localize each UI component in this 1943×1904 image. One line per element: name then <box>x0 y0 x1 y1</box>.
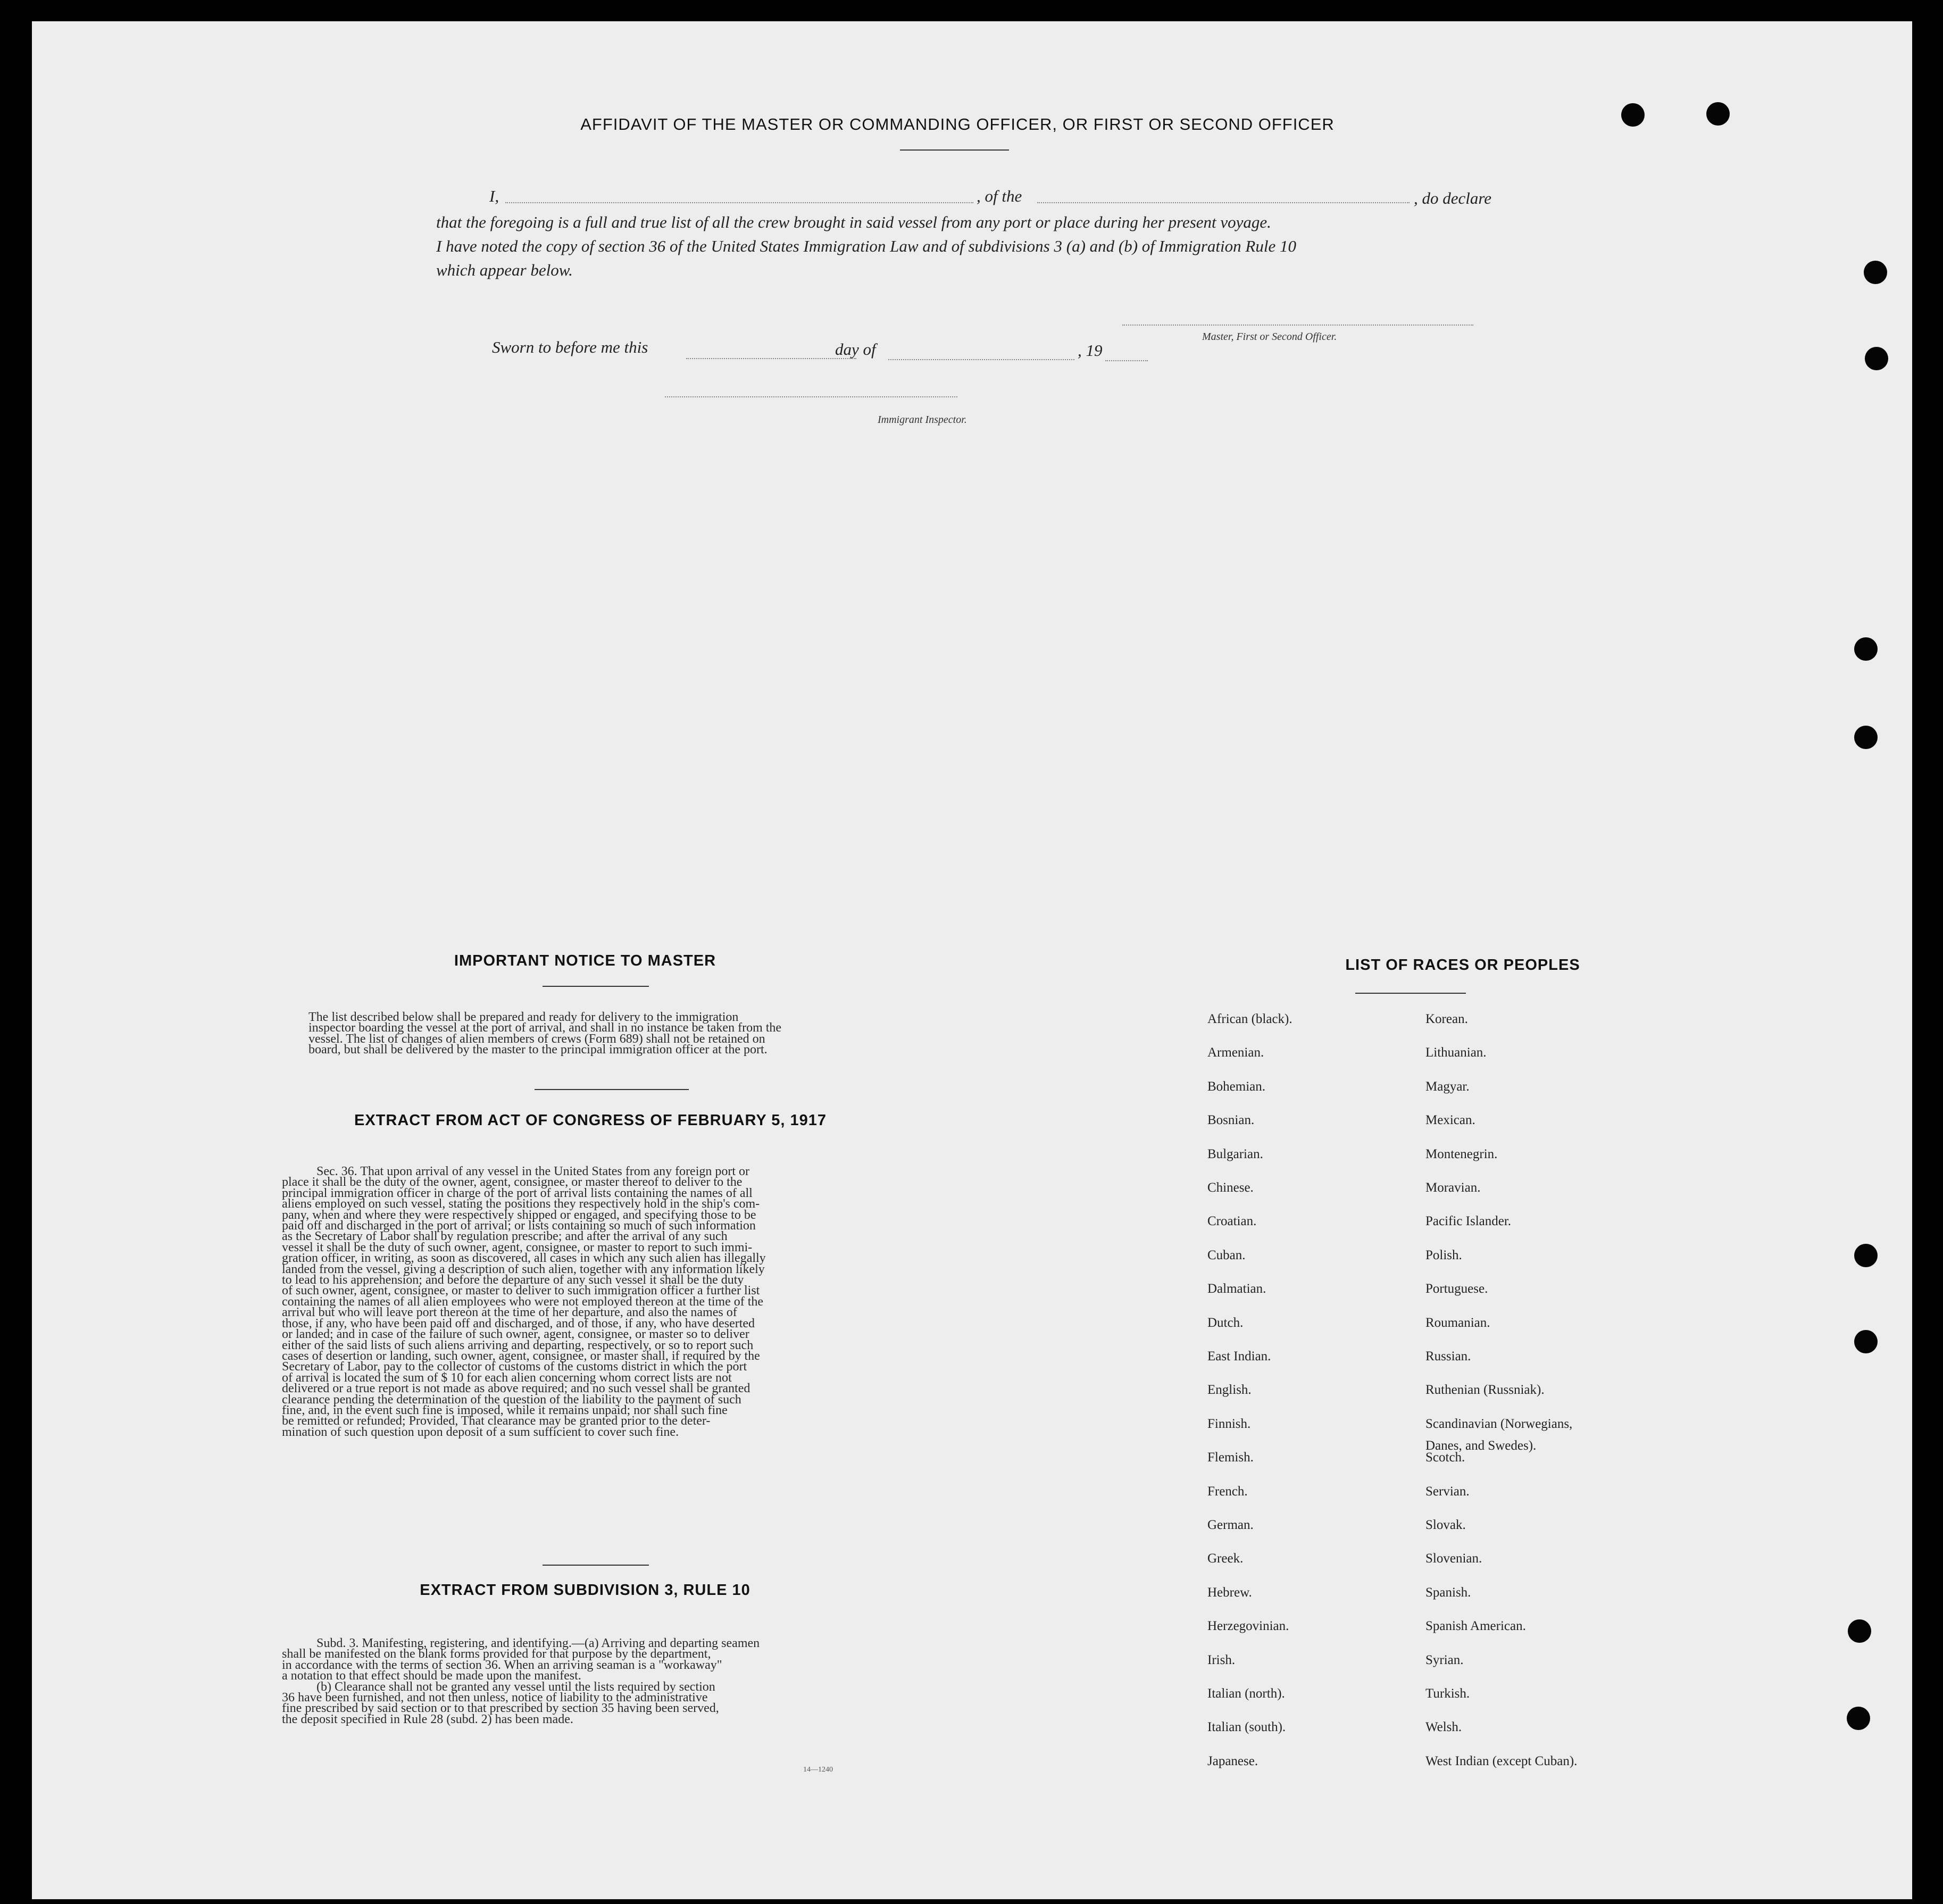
race-item: Servian. <box>1425 1484 1470 1499</box>
text-line: vessel. The list of changes of alien members of crews (Form 689) shall not be retained on <box>308 1032 765 1046</box>
act-heading: EXTRACT FROM ACT OF CONGRESS OF FEBRUARY 5, 1917 <box>354 1112 827 1129</box>
text-line: board, but shall be delivered by the master to the principal immigration officer at the port. <box>308 1043 768 1057</box>
do-declare-label: , do declare <box>1414 189 1492 207</box>
race-item: Slovenian. <box>1425 1551 1482 1566</box>
sworn-day-field[interactable] <box>686 358 856 359</box>
punch-hole <box>1865 347 1888 370</box>
text-line: gration officer, in writing, as soon as discovered, all cases in which any such alien has illegally <box>282 1251 766 1266</box>
punch-hole <box>1848 1619 1871 1643</box>
punch-hole <box>1621 103 1645 127</box>
text-line: delivered or a true report is not made as above required; and no such vessel shall be granted <box>282 1382 750 1396</box>
rule-body <box>282 1638 899 1725</box>
punch-hole <box>1706 102 1730 126</box>
divider <box>900 149 1009 151</box>
text-line: paid off and discharged in the port of arrival; or lists containing so much of such information <box>282 1219 756 1233</box>
race-item: Ruthenian (Russniak). <box>1425 1383 1545 1398</box>
affidavit-line-1 <box>489 184 499 208</box>
race-item: Herzegovinian. <box>1207 1619 1289 1634</box>
race-item: Moravian. <box>1425 1180 1481 1195</box>
race-item: Scotch. <box>1425 1450 1465 1465</box>
text-line: Subd. 3. Manifesting, registering, and identifying.—(a) Arriving and departing seamen <box>316 1636 760 1650</box>
text-line: vessel it shall be the duty of such owner, agent, consignee, or master to report to such immi- <box>282 1240 753 1254</box>
text-line: of such owner, agent, consignee, or master to deliver to such immigration officer a further list <box>282 1284 760 1298</box>
master-signature-line[interactable] <box>1122 325 1473 326</box>
race-item: Turkish. <box>1425 1686 1470 1701</box>
race-item: Armenian. <box>1207 1045 1264 1060</box>
race-item: Cuban. <box>1207 1248 1246 1262</box>
text-line: Secretary of Labor, pay to the collector of customs of the customs district in which the port <box>282 1360 747 1374</box>
sworn-month-field[interactable] <box>888 359 1074 360</box>
race-item: Mexican. <box>1425 1113 1475 1128</box>
affidavit-line-4: which appear below. <box>436 261 573 279</box>
text-line: shall be manifested on the blank forms provided for that purpose by the department, <box>282 1647 711 1661</box>
i-label: I, <box>489 187 499 205</box>
race-item: Portuguese. <box>1425 1282 1488 1296</box>
name-field[interactable] <box>505 202 973 203</box>
divider <box>543 1565 649 1566</box>
text-line: pany, when and where they were respectively shipped or engaged, and specifying those to be <box>282 1208 756 1222</box>
divider <box>543 986 649 987</box>
of-the-label: , of the <box>977 187 1022 205</box>
text-line: clearance pending the determination of the question of the liability to the payment of such <box>282 1392 741 1407</box>
text-line: aliens employed on such vessel, stating the positions they respectively hold in the ship's com- <box>282 1197 760 1211</box>
race-item: Dalmatian. <box>1207 1282 1266 1296</box>
sworn-label: Sworn to before me this <box>492 338 648 356</box>
text-line: to lead to his apprehension; and before the departure of any such vessel it shall be the duty <box>282 1273 744 1287</box>
text-line: be remitted or refunded; Provided, That clearance may be granted prior to the deter- <box>282 1414 711 1428</box>
race-item: Italian (south). <box>1207 1720 1286 1735</box>
text-line: or landed; and in case of the failure of such owner, agent, consignee, or master so to deliver <box>282 1327 749 1342</box>
text-line: principal immigration officer in charge of the port of arrival lists containing the names of all <box>282 1186 753 1200</box>
affidavit-line-2: that the foregoing is a full and true list of all the crew brought in said vessel from any port or place during her present voyage. <box>436 213 1271 231</box>
punch-hole <box>1854 1244 1878 1267</box>
race-item: African (black). <box>1207 1012 1292 1026</box>
race-item: Bohemian. <box>1207 1079 1266 1094</box>
text-line: containing the names of all alien employees who were not employed thereon at the time of the <box>282 1294 764 1309</box>
race-item: German. <box>1207 1518 1254 1532</box>
race-item: Slovak. <box>1425 1518 1466 1532</box>
race-item: Dutch. <box>1207 1315 1244 1330</box>
affidavit-line-3: I have noted the copy of section 36 of the United States Immigration Law and of subdivisions 3 (a) and (b) of Immigration Rule 10 <box>436 237 1296 255</box>
divider <box>535 1089 689 1090</box>
punch-hole <box>1854 726 1878 749</box>
text-line: fine prescribed by said section or to that prescribed by section 35 having been served, <box>282 1701 719 1716</box>
race-item: Scandinavian (Norwegians, <box>1425 1416 1573 1431</box>
text-line: mination of such question upon deposit of a sum sufficient to cover such fine. <box>282 1425 679 1439</box>
inspector-signature-label: Immigrant Inspector. <box>878 414 967 426</box>
race-item: Pacific Islander. <box>1425 1214 1512 1229</box>
race-item: Syrian. <box>1425 1652 1464 1667</box>
text-line: landed from the vessel, giving a description of such alien, together with any information likely <box>282 1262 765 1276</box>
race-item: Flemish. <box>1207 1450 1254 1465</box>
text-line: the deposit specified in Rule 28 (subd. 2) has been made. <box>282 1712 573 1726</box>
race-item: Italian (north). <box>1207 1686 1285 1701</box>
text-line: inspector boarding the vessel at the port of arrival, and shall in no instance be taken from the <box>308 1021 782 1035</box>
text-line: cases of desertion or landing, such owner, agent, consignee, or master shall, if required by the <box>282 1349 760 1363</box>
race-item: Welsh. <box>1425 1720 1462 1735</box>
race-item: English. <box>1207 1383 1252 1398</box>
race-item: French. <box>1207 1484 1248 1499</box>
notice-heading: IMPORTANT NOTICE TO MASTER <box>454 952 716 969</box>
notice-body <box>282 1012 899 1055</box>
year-label: , 19 <box>1078 341 1103 360</box>
race-item: Irish. <box>1207 1652 1236 1667</box>
text-line: in accordance with the terms of section 36. When an arriving seaman is a "workaway" <box>282 1658 722 1672</box>
race-item: Polish. <box>1425 1248 1462 1262</box>
text-line: (b) Clearance shall not be granted any vessel until the lists required by section <box>316 1679 715 1694</box>
race-item: Chinese. <box>1207 1180 1254 1195</box>
race-item: Montenegrin. <box>1425 1146 1498 1161</box>
day-of-label: day of <box>835 340 876 359</box>
punch-hole <box>1847 1707 1870 1730</box>
affidavit-heading: AFFIDAVIT OF THE MASTER OR COMMANDING OFFICER, OR FIRST OR SECOND OFFICER <box>580 115 1335 134</box>
text-line: a notation to that effect should be made upon the manifest. <box>282 1669 581 1683</box>
text-line: fine, and, in the event such fine is imposed, while it remains unpaid; nor shall such fine <box>282 1403 728 1417</box>
race-item: East Indian. <box>1207 1349 1271 1363</box>
race-item: Russian. <box>1425 1349 1471 1363</box>
race-item: Bosnian. <box>1207 1113 1255 1128</box>
race-item: Japanese. <box>1207 1753 1258 1768</box>
text-line: Sec. 36. That upon arrival of any vessel in the United States from any foreign port or <box>316 1165 750 1178</box>
text-line: 36 have been furnished, and not then unless, notice of liability to the administrative <box>282 1691 708 1705</box>
text-line: of arrival is located the sum of $ 10 for each alien concerning whom correct lists are not <box>282 1370 732 1385</box>
race-item: Croatian. <box>1207 1214 1257 1229</box>
punch-hole <box>1854 637 1878 661</box>
form-number: 14—1240 <box>803 1766 833 1774</box>
text-line: those, if any, who have been paid off and discharged, and of those, if any, who have deserted <box>282 1316 755 1331</box>
text-line: place it shall be the duty of the owner, agent, consignee, or master thereof to deliver to the <box>282 1175 743 1190</box>
master-signature-label: Master, First or Second Officer. <box>1202 331 1337 343</box>
race-item: West Indian (except Cuban). <box>1425 1753 1578 1768</box>
inspector-signature-line[interactable] <box>665 396 957 397</box>
race-item: Roumanian. <box>1425 1315 1490 1330</box>
text-line: as the Secretary of Labor shall by regulation prescribe; and after the arrival of any such <box>282 1229 728 1244</box>
race-item: Bulgarian. <box>1207 1146 1263 1161</box>
punch-hole <box>1854 1330 1878 1353</box>
act-body <box>282 1166 899 1437</box>
race-item: Lithuanian. <box>1425 1045 1487 1060</box>
race-item: Finnish. <box>1207 1416 1251 1431</box>
divider <box>1355 993 1466 994</box>
race-item: Magyar. <box>1425 1079 1470 1094</box>
race-item: Greek. <box>1207 1551 1244 1566</box>
text-line: either of the said lists of such aliens arriving and departing, respectively, or so to report such <box>282 1338 754 1352</box>
rule-heading: EXTRACT FROM SUBDIVISION 3, RULE 10 <box>420 1582 750 1599</box>
race-item: Korean. <box>1425 1012 1468 1026</box>
race-continuation: Danes, and Swedes). <box>1425 1439 1537 1453</box>
race-item: Spanish American. <box>1425 1619 1526 1634</box>
race-item: Hebrew. <box>1207 1585 1252 1600</box>
text-line: arrival but who will leave port thereon at the time of her departure, and also the names of <box>282 1306 737 1320</box>
text-line: The list described below shall be prepared and ready for delivery to the immigration <box>308 1010 739 1024</box>
punch-hole <box>1864 261 1887 284</box>
vessel-field[interactable] <box>1037 202 1410 203</box>
race-item: Spanish. <box>1425 1585 1471 1600</box>
sworn-year-field[interactable] <box>1105 360 1148 361</box>
form-page <box>32 21 1912 1899</box>
races-heading: LIST OF RACES OR PEOPLES <box>1345 957 1580 974</box>
